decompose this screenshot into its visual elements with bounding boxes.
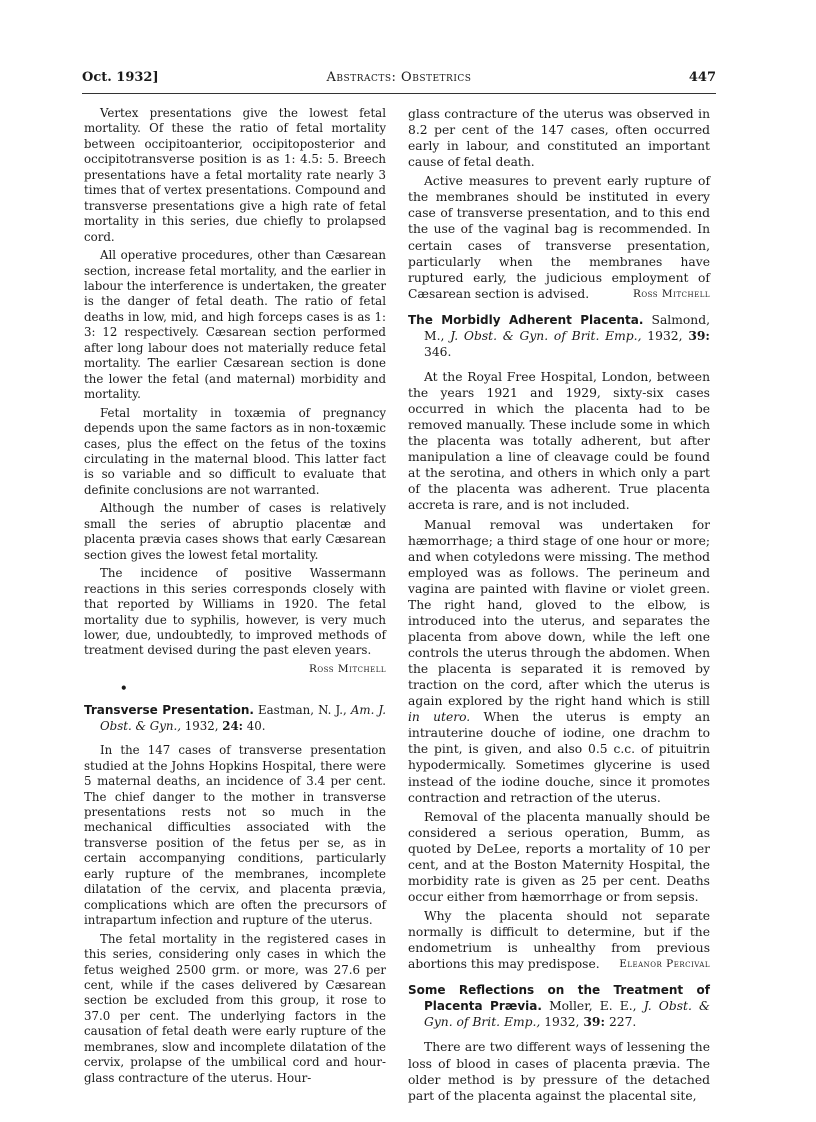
paragraph: glass contracture of the uterus was observed in 8.2 per cent of the 147 cases, often occurred early in labour, and constituted an important cause of fetal death. bbox=[408, 107, 710, 170]
author-signature: Eleanor Percival bbox=[619, 958, 710, 971]
header-section-title: Abstracts: Obstetrics bbox=[326, 70, 472, 85]
abstract-author: Moller, E. E., bbox=[549, 999, 637, 1014]
paragraph: At the Royal Free Hospital, London, between the years 1921 and 1929, sixty-six cases occurred in which the placenta had to be removed manually. These include some in which the placenta was totally adherent, but after manipulation a line of cleavage could be found at the serotina, and others in which only a part of the placenta was adherent. True placenta accreta is rare, and is not included. bbox=[408, 369, 710, 513]
paragraph-text: When the uterus is empty an intrauterine douche of iodine, one drachm to the pint, is given, and also 0.5 c.c. of pituitrin hypodermically. Sometimes glycerine is used instead of the iodine douche, since it promotes contraction and retraction of the uterus. bbox=[408, 710, 710, 805]
paragraph-text: Active measures to prevent early rupture of the membranes should be instituted in every case of transverse presentation, and to this end the use of the vaginal bag is recommended. In certain cases of transverse presentation, particularly when the membranes have ruptured early, the judicious employment of Cæsarean section is advised. bbox=[408, 174, 710, 301]
paragraph: In the 147 cases of transverse presentation studied at the Johns Hopkins Hospital, there were 5 maternal deaths, an incidence of 3.4 per cent. The chief danger to the mother in transverse presentations rests not so much in the mechanical difficulties associated with the transverse position of the fetus per se, as in certain accompanying conditions, particularly early rupture of the membranes, incomplete dilatation of the cervix, and placenta prævia, complications which are often the precursors of intrapartum infection and rupture of the uterus. bbox=[84, 743, 386, 928]
paragraph: All operative procedures, other than Cæsarean section, increase fetal mortality, and the earlier in labour the interference is undertaken, the greater is the danger of fetal death. The ratio of fetal deaths in low, mid, and high forceps cases is as 1: 3: 12 respectively. Cæsarean section performed after long labour does not materially reduce fetal mortality. The earlier Cæsarean section is done the lower the fetal (and maternal) morbidity and mortality. bbox=[84, 248, 386, 402]
abstract-author: Eastman, N. J., bbox=[258, 703, 347, 718]
author-signature: Ross Mitchell bbox=[308, 662, 386, 675]
journal-volume: 24: bbox=[222, 718, 244, 733]
paragraph-text: Manual removal was undertaken for hæmorrhage; a third stage of one hour or more; and when cotyledons were missing. The method employed was as follows. The perineum and vagina are painted with flavine or violet green. The right hand, gloved to the elbow, is introduced into the uterus, and separates the placenta from above down, while the left one controls the uterus through the abdomen. When the placenta is separated it is removed by traction on the cord, after which the uterus is again explored by the right hand which is still bbox=[408, 517, 710, 709]
header-rule bbox=[82, 93, 716, 94]
italic-phrase: in utero. bbox=[408, 710, 471, 725]
paragraph bbox=[408, 517, 710, 806]
journal-year: 1932, bbox=[647, 328, 683, 343]
journal-year: 1932, bbox=[544, 1015, 580, 1030]
journal-volume: 39: bbox=[688, 327, 710, 343]
abstract-heading bbox=[408, 312, 710, 360]
page-number: 447 bbox=[688, 70, 716, 85]
running-header bbox=[82, 70, 716, 90]
journal-name: J. Obst. & Gyn. of Brit. Emp., bbox=[424, 999, 710, 1030]
paragraph: Fetal mortality in toxæmia of pregnancy depends upon the same factors as in non-toxæmic cases, plus the effect on the fetus of the toxins circulating in the maternal blood. This latter fact is so variable and so difficult to evaluate that definite conclusions are not warranted. bbox=[84, 405, 386, 497]
abstract-title: The Morbidly Adherent Placenta. bbox=[408, 312, 644, 327]
journal-pages: 227. bbox=[608, 1015, 637, 1030]
header-date: Oct. 1932] bbox=[82, 70, 159, 85]
journal-name: J. Obst. & Gyn. of Brit. Emp., bbox=[450, 328, 642, 343]
abstract-title: Transverse Presentation. bbox=[84, 703, 254, 718]
paragraph-text: Why the placenta should not separate normally is difficult to determine, but if the endometrium is unhealthy from previous abortions this may predispose. bbox=[408, 909, 710, 972]
abstract-title: Some Reflections on the Treatment of Placenta Prævia. bbox=[408, 983, 710, 1014]
journal-pages: 346. bbox=[424, 344, 452, 359]
paragraph: Vertex presentations give the lowest fetal mortality. Of these the ratio of fetal mortality between occipitoanterior, occipitoposterior and occipitotransverse position is as 1: 4.5: 5. Breech presentations have a fetal mortality rate nearly 3 times that of vertex presentations. Compound and transverse presentations give a high rate of fetal mortality in this series, due chiefly to prolapsed cord. bbox=[84, 106, 386, 244]
bullet-mark: • bbox=[120, 681, 128, 696]
paragraph: Although the number of cases is relatively small the series of abruptio placentæ and placenta prævia cases shows that early Cæsarean section gives the lowest fetal mortality. bbox=[84, 501, 386, 562]
paragraph bbox=[408, 908, 710, 972]
journal-pages: 40. bbox=[246, 718, 266, 733]
paragraph bbox=[408, 173, 710, 302]
paragraph: The incidence of positive Wassermann reactions in this series corresponds closely with that reported by Williams in 1920. The fetal mortality due to syphilis, however, is very much lower, due, undoubtedly, to improved methods of treatment devised during the past eleven years. bbox=[84, 566, 386, 658]
paragraph: Removal of the placenta manually should be considered a serious operation, Bumm, as quoted by DeLee, reports a mortality of 10 per cent, and at the Boston Maternity Hospital, the morbidity rate is given as 25 per cent. Deaths occur either from hæmorrhage or from sepsis. bbox=[408, 809, 710, 904]
left-column bbox=[84, 106, 386, 1089]
journal-volume: 39: bbox=[583, 1014, 606, 1030]
journal-year: 1932, bbox=[184, 718, 219, 733]
paragraph: There are two different ways of lessening the loss of blood in cases of placenta prævia. The older method is by pressure of the detached part of the placenta against the placental site, bbox=[408, 1040, 710, 1103]
journal-name: Am. J. Obst. & Gyn., bbox=[100, 703, 386, 733]
abstract-author: Salmond, M., bbox=[424, 312, 710, 343]
paragraph: The fetal mortality in the registered cases in this series, considering only cases in which the fetus weighed 2500 grm. or more, was 27.6 per cent, while if the cases delivered by Cæsarean section be excluded from this group, it rose to 37.0 per cent. The underlying factors in the causation of fetal death were early rupture of the membranes, slow and incomplete dilatation of the cervix, prolapse of the umbilical cord and hour-glass contracture of the uterus. Hour- bbox=[84, 931, 386, 1085]
right-column bbox=[408, 106, 710, 1107]
abstract-heading bbox=[84, 703, 386, 734]
author-signature: Ross Mitchell bbox=[632, 287, 710, 300]
abstract-heading bbox=[408, 982, 710, 1030]
